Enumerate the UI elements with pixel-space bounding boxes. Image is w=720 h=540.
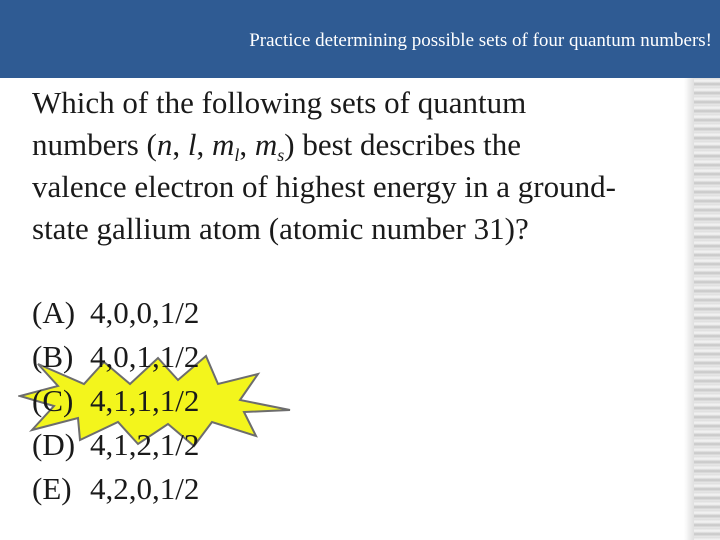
option-value: 4,1,2,1/2: [90, 427, 200, 462]
question-line-2-suffix: ) best describes the: [284, 127, 522, 162]
option-value: 4,2,0,1/2: [90, 471, 200, 506]
var-ml: [211, 127, 240, 165]
option-c: [32, 379, 199, 423]
option-letter: (C): [32, 383, 74, 418]
question-line-1: Which of the following sets of quantum: [32, 85, 527, 120]
answer-options: [32, 291, 199, 511]
option-value: 4,0,0,1/2: [90, 295, 200, 330]
title-banner: [0, 0, 720, 78]
separator-3: ,: [239, 127, 255, 162]
option-value: 4,1,1,1/2: [90, 383, 200, 418]
option-b: [32, 335, 199, 379]
option-a: [32, 291, 199, 335]
banner-title: Practice determining possible sets of four quantum numbers!: [249, 30, 712, 51]
option-d: [32, 423, 199, 467]
option-letter: (A): [32, 295, 76, 330]
option-letter: (E): [32, 471, 72, 506]
var-n: n: [156, 127, 173, 162]
var-ms: [254, 127, 285, 165]
option-letter: (B): [32, 339, 74, 374]
var-ml-base: m: [211, 127, 235, 162]
var-ms-subscript: s: [277, 145, 285, 165]
option-e: [32, 467, 199, 511]
question-line-3: valence electron of highest energy in a ground-: [32, 169, 616, 204]
var-l: l: [187, 127, 197, 162]
question-line-2: [32, 124, 702, 166]
question-line-4: state gallium atom (atomic number 31)?: [32, 211, 529, 246]
option-value: 4,0,1,1/2: [90, 339, 200, 374]
var-ml-subscript: l: [234, 145, 240, 165]
var-ms-base: m: [254, 127, 278, 162]
question-text: [32, 82, 702, 250]
separator-1: ,: [172, 127, 188, 162]
separator-2: ,: [196, 127, 212, 162]
option-letter: (D): [32, 427, 76, 462]
question-line-2-prefix: numbers (: [32, 127, 157, 162]
